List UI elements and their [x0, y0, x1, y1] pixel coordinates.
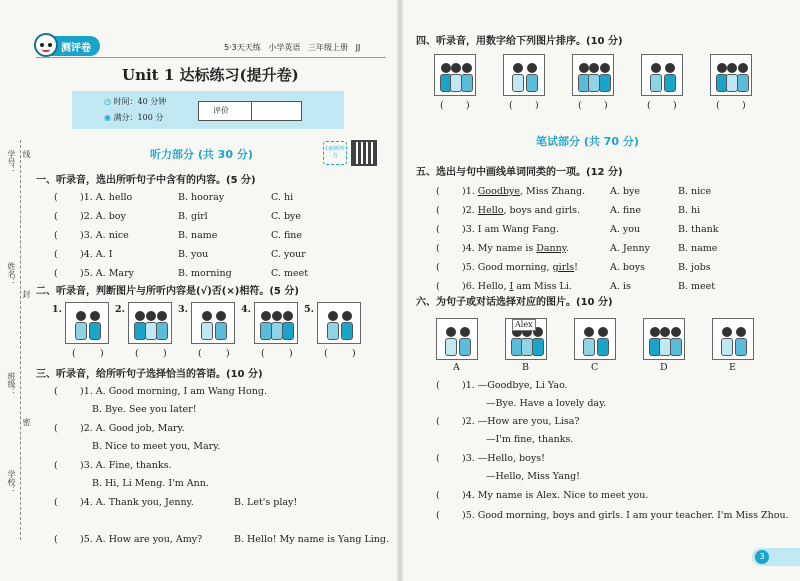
q1-row [80, 230, 129, 242]
q4-answer-paren-close: ) [535, 100, 539, 111]
header-grade: 三年级上册 [308, 43, 349, 52]
q1-option-a: A. boy [95, 211, 126, 222]
q5-underlined-word: I [509, 281, 514, 292]
person-icon [342, 311, 352, 321]
q2-answer-paren-close: ) [163, 348, 167, 359]
q2-picture-number: 2. [115, 304, 125, 315]
q6-picture [505, 318, 547, 360]
q1-option-b: B. morning [178, 268, 232, 279]
side-label-xuehao: 学号： [7, 150, 16, 174]
q2-answer-paren[interactable]: ( [72, 348, 76, 359]
person-body-icon [532, 338, 544, 357]
q5-sentence-start: )6. Hello, [462, 281, 510, 292]
side-label-feng: 封 [22, 290, 31, 298]
q1-answer-paren[interactable]: ( [54, 211, 58, 222]
person-icon [513, 63, 523, 73]
q3-heading: 三、听录音，给所听句子选择恰当的答语。(10 分) [36, 369, 263, 380]
person-icon [460, 327, 470, 337]
badge-label: 测评卷 [61, 43, 91, 54]
q1-option-c: C. hi [271, 192, 294, 203]
q5-option-b: B. nice [678, 186, 712, 197]
person-body-icon [156, 322, 168, 341]
q1-option-c: C. bye [271, 211, 302, 222]
q1-row-number: )3. [80, 230, 96, 241]
writing-section-title: 笔试部分 (共 70 分) [536, 135, 639, 148]
q6-alex-sign: Alex [512, 319, 536, 331]
q4-answer-paren[interactable]: ( [440, 100, 444, 111]
side-label-class: 班级： [7, 372, 16, 396]
q3-option-a: )4. A. Thank you, Jenny. [80, 497, 194, 508]
person-icon [135, 311, 145, 321]
q2-picture-number: 1. [52, 304, 62, 315]
q1-row [80, 268, 134, 280]
q5-sentence-start: )3. I am Wang Fang. [462, 224, 559, 235]
q5-heading: 五、选出与句中画线单词同类的一项。(12 分) [416, 167, 623, 178]
person-icon [451, 63, 461, 73]
person-icon [90, 311, 100, 321]
person-body-icon [445, 338, 457, 357]
q1-row-number: )1. [80, 192, 96, 203]
person-icon [146, 311, 156, 321]
q4-answer-paren[interactable]: ( [578, 100, 582, 111]
q1-answer-paren[interactable]: ( [54, 230, 58, 241]
q6-picture [712, 318, 754, 360]
q1-row [80, 249, 112, 261]
q6-sentence: )4. My name is Alex. Nice to meet you. [462, 490, 649, 501]
q4-picture [710, 54, 752, 96]
q6-sentence: )5. Good morning, boys and girls. I am your teacher. I'm Miss Zhou. [462, 510, 789, 521]
q1-heading: 一、听录音，选出所听句子中含有的内容。(5 分) [36, 175, 256, 186]
q2-picture-number: 4. [241, 304, 251, 315]
q5-option-b: B. meet [678, 281, 716, 292]
person-body-icon [721, 338, 733, 357]
q4-answer-paren[interactable]: ( [509, 100, 513, 111]
q1-answer-paren[interactable]: ( [54, 268, 58, 279]
person-body-icon [75, 322, 87, 341]
q4-answer-paren[interactable]: ( [716, 100, 720, 111]
side-label-xian: 线 [22, 150, 31, 158]
q5-answer-paren[interactable]: ( [436, 186, 440, 197]
person-icon [527, 63, 537, 73]
q6-dialog-reply: —Bye. Have a lovely day. [486, 398, 607, 409]
q5-option-b: B. hi [678, 205, 701, 216]
q1-row-number: )5. [80, 268, 96, 279]
q6-picture-letter: E [729, 362, 736, 373]
q5-underlined-word: girls [552, 262, 575, 273]
q4-answer-paren[interactable]: ( [647, 100, 651, 111]
q6-heading: 六、为句子或对话选择对应的图片。(10 分) [416, 297, 613, 308]
q6-picture-letter: C [591, 362, 599, 373]
person-icon [328, 311, 338, 321]
q5-sentence-end: , boys and girls. [503, 205, 581, 216]
person-icon [727, 63, 737, 73]
page-number [755, 550, 769, 564]
q6-sentence: )2. —How are you, Lisa? [462, 416, 580, 427]
q3-answer-paren[interactable]: ( [54, 497, 58, 508]
q2-answer-paren[interactable]: ( [324, 348, 328, 359]
q6-sentence: )1. —Goodbye, Li Yao. [462, 380, 568, 391]
q6-picture-letter: A [453, 362, 460, 373]
person-icon [738, 63, 748, 73]
q2-picture-number: 5. [304, 304, 314, 315]
person-icon [441, 63, 451, 73]
q1-row-number: )4. [80, 249, 96, 260]
q5-answer-paren[interactable]: ( [436, 243, 440, 254]
q3-answer-paren[interactable]: ( [54, 534, 58, 545]
q6-picture [436, 318, 478, 360]
q5-sentence-end: ! [574, 262, 578, 273]
qr-code-icon[interactable] [351, 140, 377, 166]
header-rule [36, 57, 386, 58]
info-score [104, 112, 163, 124]
book-spine [397, 0, 403, 581]
person-icon [717, 63, 727, 73]
q1-option-b: B. you [178, 249, 209, 260]
person-body-icon [597, 338, 609, 357]
q5-option-b: B. name [678, 243, 718, 254]
q1-answer-paren[interactable]: ( [54, 249, 58, 260]
q3-option-a: )3. A. Fine, thanks. [80, 460, 172, 471]
qr-label [323, 141, 347, 165]
q2-picture [191, 302, 235, 344]
q2-answer-paren-close: ) [352, 348, 356, 359]
q2-answer-paren[interactable]: ( [198, 348, 202, 359]
q3-answer-paren[interactable]: ( [54, 386, 58, 397]
q1-option-c: C. your [271, 249, 306, 260]
side-label-name: 姓名： [7, 262, 16, 286]
q5-sentence [462, 243, 569, 255]
q5-answer-paren[interactable]: ( [436, 224, 440, 235]
q5-sentence [462, 186, 585, 198]
person-icon [736, 327, 746, 337]
q5-option-a: A. you [610, 224, 641, 235]
clock-icon: ◷ [104, 97, 114, 106]
q5-option-a: A. fine [610, 205, 641, 216]
q3-option-a: )1. A. Good morning, I am Wang Hong. [80, 386, 267, 397]
q5-sentence [462, 281, 572, 293]
q6-answer-paren[interactable]: ( [436, 380, 440, 391]
q5-underlined-word: Hello [477, 205, 504, 216]
q4-picture [572, 54, 614, 96]
page-title: Unit 1 达标练习(提升卷) [122, 66, 299, 84]
info-time [104, 96, 166, 108]
person-body-icon [282, 322, 294, 341]
q6-answer-paren[interactable]: ( [436, 453, 440, 464]
q2-answer-paren-close: ) [100, 348, 104, 359]
q5-sentence-start: )1. [462, 186, 478, 197]
q3-answer-paren[interactable]: ( [54, 460, 58, 471]
q6-picture [574, 318, 616, 360]
person-icon [660, 327, 670, 337]
q5-answer-paren[interactable]: ( [436, 281, 440, 292]
person-body-icon [664, 74, 676, 93]
person-body-icon [341, 322, 353, 341]
q4-picture [641, 54, 683, 96]
evaluation-box[interactable] [198, 101, 302, 121]
q5-sentence-end: . [565, 243, 569, 254]
q6-answer-paren[interactable]: ( [436, 510, 440, 521]
q5-option-b: B. jobs [678, 262, 711, 273]
q2-heading: 二、听录音，判断图片与所听内容是(√)否(×)相符。(5 分) [36, 286, 299, 297]
person-icon [665, 63, 675, 73]
q2-answer-paren-close: ) [226, 348, 230, 359]
person-icon [671, 327, 681, 337]
q1-option-a: A. Mary [95, 268, 134, 279]
q5-sentence-end: am Miss Li. [513, 281, 572, 292]
q6-sentence: )3. —Hello, boys! [462, 453, 545, 464]
q6-picture-letter: B [522, 362, 529, 373]
q2-answer-paren[interactable]: ( [135, 348, 139, 359]
person-icon [462, 63, 472, 73]
person-body-icon [526, 74, 538, 93]
header-subject: 小学英语 [268, 43, 301, 52]
person-icon [76, 311, 86, 321]
person-icon [283, 311, 293, 321]
q2-answer-paren[interactable]: ( [261, 348, 265, 359]
q4-heading: 四、听录音，用数字给下列图片排序。(10 分) [416, 36, 623, 47]
header-edition: JJ [355, 43, 361, 52]
q5-option-a: A. bye [610, 186, 640, 197]
q4-answer-paren-close: ) [742, 100, 746, 111]
q5-option-a: A. is [610, 281, 631, 292]
person-icon [589, 63, 599, 73]
q5-sentence-start: )5. Good morning, [462, 262, 553, 273]
q2-picture [65, 302, 109, 344]
q1-row [80, 211, 126, 223]
q5-underlined-word: Danny [536, 243, 566, 254]
person-body-icon [670, 338, 682, 357]
person-icon [202, 311, 212, 321]
q1-row [80, 192, 132, 204]
header-meta [224, 42, 360, 54]
q6-answer-paren[interactable]: ( [436, 416, 440, 427]
q4-picture [434, 54, 476, 96]
q2-picture [254, 302, 298, 344]
listening-section-title: 听力部分 (共 30 分) [150, 148, 253, 161]
q1-option-a: A. hello [95, 192, 133, 203]
q5-underlined-word: Goodbye [477, 186, 520, 197]
q6-picture [643, 318, 685, 360]
q5-answer-paren[interactable]: ( [436, 262, 440, 273]
person-body-icon [583, 338, 595, 357]
q1-option-c: C. fine [271, 230, 303, 241]
person-icon [216, 311, 226, 321]
q6-dialog-reply: —Hello, Miss Yang! [486, 471, 580, 482]
person-body-icon [215, 322, 227, 341]
q6-picture-letter: D [660, 362, 668, 373]
q3-option-a: )2. A. Good job, Mary. [80, 423, 185, 434]
q3-option-b: B. Nice to meet you, Mary. [92, 441, 221, 452]
q4-answer-paren-close: ) [466, 100, 470, 111]
evaluation-label: 评价 [213, 106, 229, 115]
page-number-text: 3 [759, 552, 765, 561]
info-score-text: 满分：100 分 [113, 113, 164, 122]
q5-answer-paren[interactable]: ( [436, 205, 440, 216]
person-icon [446, 327, 456, 337]
person-body-icon [201, 322, 213, 341]
q2-picture [317, 302, 361, 344]
side-label-mi: 密 [22, 418, 31, 426]
q5-option-a: A. Jenny [610, 243, 650, 254]
q1-option-c: C. meet [271, 268, 309, 279]
q1-option-a: A. I [95, 249, 113, 260]
q3-option-b: B. Let's play! [234, 497, 298, 508]
side-label-school: 学校： [7, 470, 16, 494]
q1-row-number: )2. [80, 211, 96, 222]
q2-picture [128, 302, 172, 344]
person-body-icon [735, 338, 747, 357]
q5-sentence [462, 224, 559, 236]
q5-sentence-start: )2. [462, 205, 478, 216]
person-icon [272, 311, 282, 321]
q6-answer-paren[interactable]: ( [436, 490, 440, 501]
person-body-icon [512, 74, 524, 93]
mascot-face-icon [34, 33, 58, 57]
q2-answer-paren-close: ) [289, 348, 293, 359]
qr-text: 扫码听听力 [324, 146, 345, 159]
person-icon [584, 327, 594, 337]
q4-answer-paren-close: ) [604, 100, 608, 111]
person-body-icon [650, 74, 662, 93]
person-icon [579, 63, 589, 73]
person-body-icon [599, 74, 611, 93]
person-icon [261, 311, 271, 321]
person-body-icon [459, 338, 471, 357]
medal-icon: ◉ [104, 113, 114, 122]
person-icon [722, 327, 732, 337]
q1-option-b: B. girl [178, 211, 208, 222]
person-icon [598, 327, 608, 337]
q3-option-b: B. Bye. See you later! [92, 404, 197, 415]
info-time-text: 时间：40 分钟 [113, 97, 167, 106]
q1-option-a: A. nice [95, 230, 129, 241]
q2-picture-number: 3. [178, 304, 188, 315]
q5-sentence [462, 262, 578, 274]
q5-sentence-end: , Miss Zhang. [519, 186, 586, 197]
header-badge [36, 36, 100, 56]
person-icon [651, 63, 661, 73]
q1-answer-paren[interactable]: ( [54, 192, 58, 203]
binding-dash-line [20, 140, 21, 540]
person-icon [650, 327, 660, 337]
q1-option-b: B. name [178, 230, 218, 241]
q5-option-a: A. boys [610, 262, 645, 273]
person-body-icon [461, 74, 473, 93]
person-icon [157, 311, 167, 321]
q3-option-a: )5. A. How are you, Amy? [80, 534, 203, 545]
q5-option-b: B. thank [678, 224, 719, 235]
q3-option-b: B. Hello! My name is Yang Ling. [234, 534, 390, 545]
q3-answer-paren[interactable]: ( [54, 423, 58, 434]
person-body-icon [327, 322, 339, 341]
header-series: 5·3天天练 [224, 43, 261, 52]
q4-picture [503, 54, 545, 96]
person-body-icon [737, 74, 749, 93]
q5-sentence-start: )4. My name is [462, 243, 537, 254]
q4-answer-paren-close: ) [673, 100, 677, 111]
q5-sentence [462, 205, 580, 217]
q3-option-b: B. Hi, Li Meng. I'm Ann. [92, 478, 209, 489]
person-icon [600, 63, 610, 73]
q1-option-b: B. hooray [178, 192, 225, 203]
person-body-icon [89, 322, 101, 341]
q6-dialog-reply: —I'm fine, thanks. [486, 434, 574, 445]
